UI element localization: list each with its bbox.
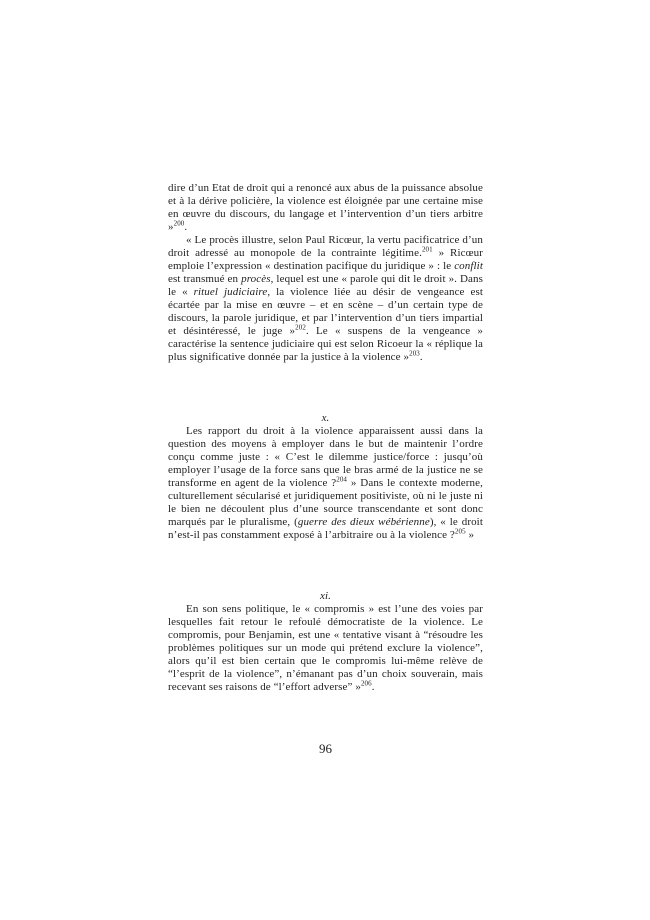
footnote-reference: 200	[173, 219, 185, 228]
italic-text: x.	[321, 412, 330, 424]
paragraph: Les rapport du droit à la violence apparaissent aussi dans la question des moyens à employer dans le but de maintenir l’ordre conçu comme juste : « C’est le dilemme justice/force : jusqu’où employer l’usage de la force sans que le bras armé de la justice ne se transforme en agent de la violence ?$^{204}$ » Dans le contexte moderne, culturellement sécularisé et juridiquement positiviste, où ni le juste ni le bien ne découlent plus d’une source transcendante et sont donc marqués par le pluralisme, (guerre des dieux wébérienne), « le droit n’est-il pas constamment exposé à l’arbitraire ou à la violence ?$^{205}$ »	[168, 425, 483, 541]
italic-text: guerre des dieux wébérienne	[297, 516, 430, 528]
section-marker	[168, 590, 483, 603]
italic-text: conflit	[454, 260, 483, 272]
page-number: 96	[319, 741, 332, 756]
paragraph: « Le procès illustre, selon Paul Ricœur, la vertu pacificatrice d’un droit adressé au monopole de la contrainte légitime.$^{201}$ » Ricœur emploie l’expression « destination pacifique du juridique » : le conflit est transmué en procès, lequel est une « parole qui dit le droit ». Dans le « rituel judiciaire, la violence liée au désir de vengeance est écartée par la mise en œuvre – et en scène – d’un certain type de discours, la parole juridique, et par l’intervention d’un tiers impartial et désintéressé, le juge »$^{202}$. Le « suspens de la vengeance » caractérise la sentence judiciaire qui est selon Ricoeur la « réplique la plus significative donnée par la justice à la violence »$^{203}$.	[168, 234, 483, 363]
paragraph: dire d’un Etat de droit qui a renoncé aux abus de la puissance absolue et à la dérive policière, la violence est éloignée par une certaine mise en œuvre du discours, du langage et l’intervention d’un tiers arbitre »$^{200}$.	[168, 182, 483, 233]
footnote-reference: 201	[421, 245, 433, 254]
section-marker	[168, 412, 483, 425]
text-block	[168, 182, 483, 694]
footnote-reference: 202	[295, 323, 306, 332]
italic-text: procès	[241, 273, 271, 285]
italic-text: rituel judiciaire	[193, 286, 268, 298]
footnote-reference: 204	[336, 475, 348, 484]
footnote-reference: 206	[360, 679, 372, 688]
paragraph: En son sens politique, le « compromis » est l’une des voies par lesquelles fait retour le refoulé démocratiste de la violence. Le compromis, pour Benjamin, est une « tentative visant à “résoudre les problèmes politiques sur un mode qui prétend exclure la violence”, alors qu’il est bien certain que le compromis lui-même relève de “l’esprit de la violence”, n’émanant pas d’un choix souverain, mais recevant ses raisons de “l’effort adverse” »$^{206}$.	[168, 603, 483, 693]
footnote-reference: 203	[409, 349, 420, 358]
footnote-reference: 205	[454, 527, 466, 536]
italic-text: xi.	[320, 590, 331, 602]
